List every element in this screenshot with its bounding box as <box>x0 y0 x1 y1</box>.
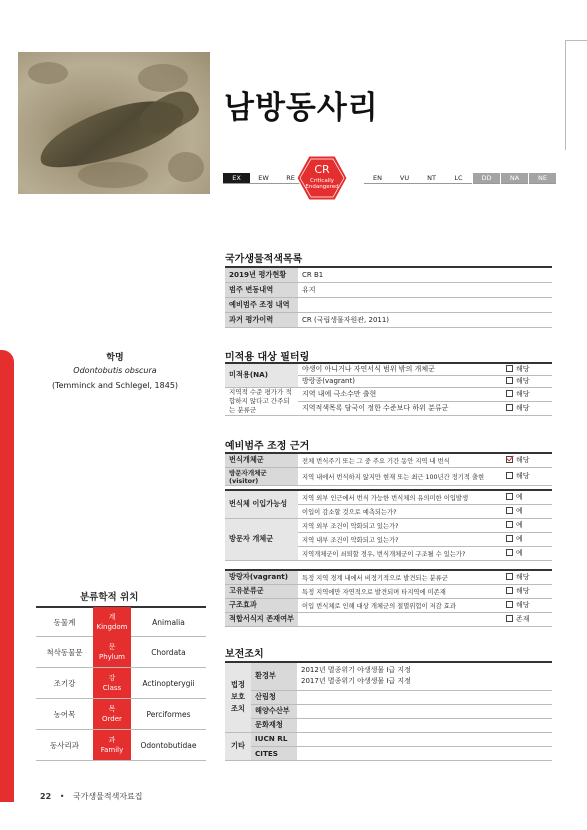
filter-title: 미적용 대상 필터링 <box>225 352 310 363</box>
adjust-table-c <box>225 569 552 627</box>
adjust-text: 특정 지역에만 자연적으로 발견되며 타지역에 미존재 <box>298 584 502 598</box>
iucn-label: IUCN RL <box>251 732 297 746</box>
nl-value <box>298 297 552 312</box>
adjust-label: 구조효과 <box>225 598 298 612</box>
status-ex: EX <box>223 173 250 184</box>
status-nt: NT <box>418 173 445 184</box>
nl-value: 유지 <box>298 282 552 297</box>
adjust-label: 방랑자(vagrant) <box>225 570 298 584</box>
status-ew: EW <box>250 173 277 184</box>
filter-row-text: 야생이 아니거나 자연서식 범위 밖의 개체군 <box>298 363 502 375</box>
visitor-text: 지역 내부 조건이 악화되고 있는가? <box>298 532 502 546</box>
adjust-table-b <box>225 489 552 561</box>
status-en: EN <box>364 173 391 184</box>
conservation-table <box>225 661 552 761</box>
env-ministry-label: 환경부 <box>251 662 297 690</box>
filter-check[interactable]: 해당 <box>502 363 552 375</box>
adjust-label: 번식개체군 <box>225 453 298 467</box>
taxonomy-title: 분류학적 위치 <box>80 592 139 603</box>
taxonomy-row: 동사리과 과 Family Odontobutidae <box>36 730 206 761</box>
adjust-table-a <box>225 452 552 486</box>
visitor-text: 지역 외부 조건이 악화되고 있는가? <box>298 518 502 532</box>
taxonomy-row: 조기강 강 Class Actinopterygii <box>36 668 206 699</box>
status-lc: LC <box>445 173 472 184</box>
oceans-ministry-label: 해양수산부 <box>251 704 297 718</box>
status-cr-badge <box>296 155 348 201</box>
immig-text: 이입이 감소할 것으로 예측되는가? <box>298 504 502 518</box>
visitor-check[interactable]: 예 <box>502 546 552 560</box>
filter-na-label: 미적용(NA) <box>225 363 298 387</box>
nl-label: 2019년 평가현황 <box>225 267 298 282</box>
nl-label: 예비범주 조정 내역 <box>225 297 298 312</box>
adjust-text: 전체 번식주기 또는 그 중 주요 기간 동안 지역 내 번식 <box>298 453 502 467</box>
adjust-check[interactable]: 해당 <box>502 453 552 467</box>
status-na: NA <box>501 173 528 184</box>
filter-row-text: 지역적색목록 담국이 정한 수준보다 하위 분류군 <box>298 401 502 415</box>
adjust-label: 방문자개체군(visitor) <box>225 467 298 485</box>
filter-regional-label: 지역적 수준 평가가 적합하지 않다고 간주되는 분류군 <box>225 387 298 415</box>
cites-label: CITES <box>251 746 297 760</box>
immig-text: 지역 외부 인근에서 번식 가능한 번식체의 유의미한 이입발생 <box>298 490 502 504</box>
etc-label: 기타 <box>225 732 251 760</box>
filter-check[interactable]: 해당 <box>502 401 552 415</box>
visitor-check[interactable]: 예 <box>502 532 552 546</box>
national-list-title: 국가생물적색목록 <box>225 254 303 265</box>
status-cr-sub: Critically Endangered <box>305 178 339 190</box>
immig-label: 번식체 이입가능성 <box>225 490 298 518</box>
adjust-text: 지역 내에서 번식하지 않지만 현재 또는 최근 100년간 정기적 출현 <box>298 467 502 485</box>
nl-value: CR (국립생물자원관, 2011) <box>298 312 552 327</box>
immig-check[interactable]: 예 <box>502 504 552 518</box>
visitor-label: 방문자 개체군 <box>225 518 298 560</box>
adjust-check[interactable]: 해당 <box>502 467 552 485</box>
taxonomy-table <box>36 606 206 761</box>
conservation-title: 보전조치 <box>225 649 264 660</box>
filter-row-text: 방랑종(vagrant) <box>298 375 502 387</box>
filter-check[interactable]: 해당 <box>502 387 552 401</box>
national-list-table <box>225 266 552 328</box>
visitor-check[interactable]: 예 <box>502 518 552 532</box>
adjust-label: 적합서식지 존재여부 <box>225 612 298 626</box>
footer-separator: • <box>59 792 65 801</box>
adjust-title: 예비범주 조정 근거 <box>225 441 310 452</box>
adjust-check[interactable]: 해당 <box>502 584 552 598</box>
nl-value: CR B1 <box>298 267 552 282</box>
adjust-text: 특정 지역 경계 내에서 비정기적으로 발견되는 분류군 <box>298 570 502 584</box>
forest-service-label: 산림청 <box>251 690 297 704</box>
status-ne: NE <box>529 173 556 184</box>
filter-table <box>225 362 552 416</box>
legal-protection-label: 법정 보호 조치 <box>225 662 251 732</box>
env-ministry-value: 2012년 멸종위기 야생생물 Ⅰ급 지정 2017년 멸종위기 야생생물 Ⅰ급 지정 <box>297 662 552 690</box>
filter-row-text: 지역 내에 극소수만 출현 <box>298 387 502 401</box>
adjust-check[interactable]: 해당 <box>502 598 552 612</box>
adjust-check[interactable]: 존재 <box>502 612 552 626</box>
page-footer <box>40 791 143 802</box>
book-title: 국가생물적색자료집 <box>72 792 143 801</box>
species-photo <box>18 52 210 194</box>
page-title: 남방동사리 <box>224 90 379 126</box>
nl-label: 범주 변동내역 <box>225 282 298 297</box>
filter-check[interactable]: 해당 <box>502 375 552 387</box>
side-tab <box>0 350 14 802</box>
taxonomy-row: 척삭동물문 문 Phylum Chordata <box>36 637 206 668</box>
status-dd: DD <box>473 173 500 184</box>
adjust-check[interactable]: 해당 <box>502 570 552 584</box>
sci-heading: 학명 <box>106 353 124 363</box>
status-scale <box>223 173 556 184</box>
nl-label: 과거 평가이력 <box>225 312 298 327</box>
visitor-text: 지역개체군이 쇠퇴할 경우, 번식개체군이 구조될 수 있는가? <box>298 546 502 560</box>
taxonomy-row: 동물계 계 Kingdom Animalia <box>36 606 206 637</box>
sci-name: Odontobutis obscura <box>73 366 157 375</box>
sci-author: (Temminck and Schlegel, 1845) <box>51 381 179 390</box>
heritage-admin-label: 문화재청 <box>251 718 297 732</box>
adjust-label: 고유분류군 <box>225 584 298 598</box>
page-number: 22 <box>40 792 52 801</box>
adjust-text <box>298 612 502 626</box>
taxonomy-row: 농어목 목 Order Perciformes <box>36 699 206 730</box>
status-vu: VU <box>391 173 418 184</box>
immig-check[interactable]: 예 <box>502 490 552 504</box>
adjust-text: 이입 번식체로 인해 대상 개체군의 절멸위험이 저감 효과 <box>298 598 502 612</box>
status-re: RE <box>277 173 304 184</box>
status-cr-label: CR <box>314 163 330 176</box>
page-corner-decoration <box>565 40 587 150</box>
